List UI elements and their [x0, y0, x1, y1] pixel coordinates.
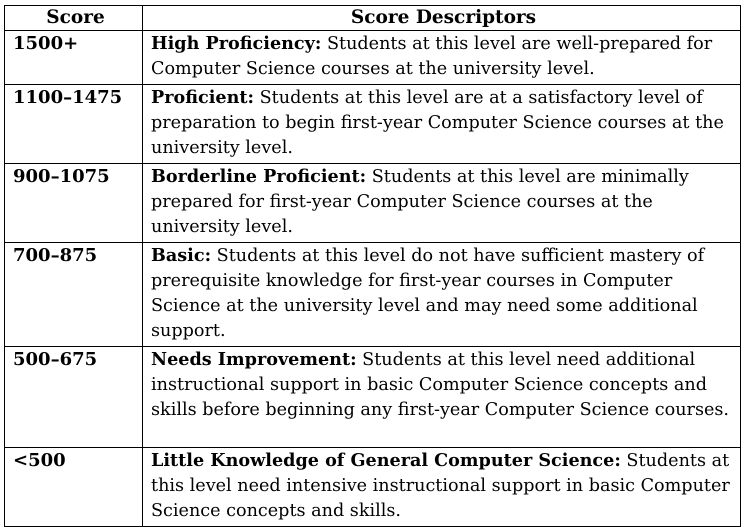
level-name: High Proficiency: — [151, 33, 322, 54]
score-descriptor-table — [4, 5, 741, 527]
score-descriptor — [143, 85, 741, 164]
level-description: Students at this level need additional instructional support in basic Computer Science concepts and skills before beginning any first-year Computer Science courses. — [151, 350, 730, 420]
score-descriptor — [143, 243, 741, 347]
score-column-header: Score — [5, 6, 143, 31]
level-name: Little Knowledge of General Computer Science: — [151, 450, 621, 471]
level-description: Students at this level are well-prepared for Computer Science courses at the university level. — [151, 34, 713, 79]
score-range: 900–1075 — [5, 164, 143, 243]
level-name: Needs Improvement: — [151, 349, 357, 370]
score-descriptor — [143, 347, 741, 448]
level-description: Students at this level do not have sufficient mastery of prerequisite knowledge for first-year courses in Computer Science at the university level and may need some additional support. — [151, 246, 705, 341]
score-descriptor — [143, 448, 741, 527]
score-descriptor — [143, 31, 741, 85]
table-row — [5, 347, 741, 448]
table-row — [5, 164, 741, 243]
level-name: Borderline Proficient: — [151, 166, 367, 187]
level-name: Basic: — [151, 245, 212, 266]
score-range: 700–875 — [5, 243, 143, 347]
level-description: Students at this level are minimally prepared for first-year Computer Science courses at the university level. — [151, 167, 689, 237]
table-row — [5, 31, 741, 85]
table-header-row — [5, 6, 741, 31]
descriptors-column-header: Score Descriptors — [143, 6, 741, 31]
score-range: 500–675 — [5, 347, 143, 448]
score-range: 1500+ — [5, 31, 143, 85]
score-range: <500 — [5, 448, 143, 527]
table-row — [5, 243, 741, 347]
level-description: Students at this level need intensive instructional support in basic Computer Science concepts and skills. — [151, 451, 730, 521]
score-range: 1100–1475 — [5, 85, 143, 164]
level-name: Proficient: — [151, 87, 255, 108]
score-descriptor — [143, 164, 741, 243]
table-row — [5, 448, 741, 527]
level-description: Students at this level are at a satisfactory level of preparation to begin first-year Computer Science courses at the university level. — [151, 88, 724, 158]
table-row — [5, 85, 741, 164]
